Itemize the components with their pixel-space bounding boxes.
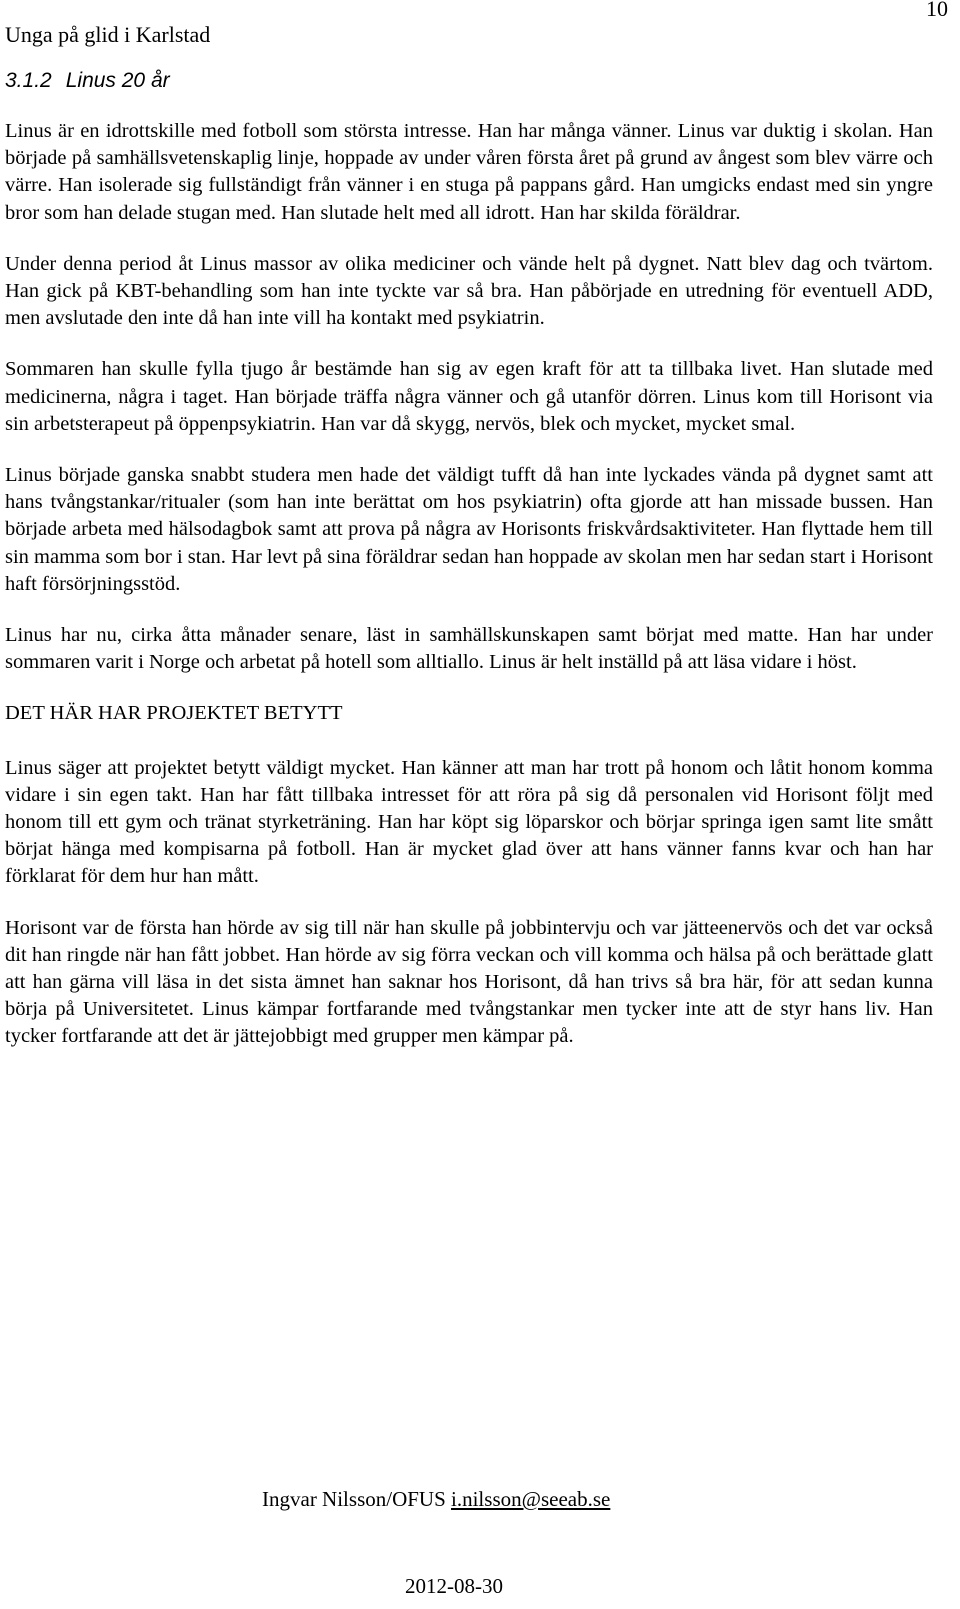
- footer-author-line: [262, 1486, 610, 1512]
- paragraph-medication-period: Under denna period åt Linus massor av olika mediciner och vände helt på dygnet. Natt blev dag och tvärtom. Han gick på KBT-behandling som han inte tyckte var så bra. Han påbörjade en utredning för eventuell ADD, men avslutade den inte då han inte vill ha kontakt med psykiatrin.: [5, 252, 933, 330]
- paragraph-horisont: Horisont var de första han hörde av sig till när han skulle på jobbintervju och var jätteenervös och det var också dit han ringde när han fått jobbet. Han hörde av sig förra veckan och vill komma och hälsa på och berättade glatt att han gärna vill läsa in det sista ämnet han saknar hos Horisont, då han trivs så bra här, för att sedan kunna börja på Universitetet. Linus kämpar fortfarande med tvångstankar men tycker inte att de styr hans liv. Han tycker fortfarande att det är jättejobbigt med grupper men kämpar på.: [5, 916, 933, 1048]
- section-title: Linus 20 år: [65, 69, 170, 92]
- body-text: [5, 118, 933, 1075]
- footer-author: Ingvar Nilsson/OFUS: [262, 1487, 446, 1511]
- footer-email-link[interactable]: i.nilsson@seeab.se: [451, 1487, 611, 1511]
- paragraph-progress: Linus har nu, cirka åtta månader senare, läst in samhällskunskapen samt börjat med matte. Han har under sommaren varit i Norge och arbetat på hotell som alltiallo. Linus är helt inställd på att läsa vidare i höst.: [5, 624, 933, 674]
- paragraph-project-impact: Linus säger att projektet betytt väldigt mycket. Han känner att man har trott på honom och låtit honom komma vidare i sin egen takt. Han har fått tillbaka intresset för att röra på sig då personalen vid Horisont följt med honom till ett gym och tränat styrketräning. Han har köpt sig löparskor och börjar springa igen samt lite smått börjat hänga med kompisarna på fotboll. Han är mycket glad över att hans vänner fanns kvar och han har förklarat för dem hur han mått.: [5, 756, 933, 888]
- section-heading: [5, 68, 170, 94]
- section-number: 3.1.2: [5, 69, 52, 92]
- document-header-title: Unga på glid i Karlstad: [5, 22, 211, 47]
- paragraph-intro: Linus är en idrottskille med fotboll som största intresse. Han har många vänner. Linus var duktig i skolan. Han började på samhällsvetenskaplig linje, hoppade av under våren första året på grund av ångest som blev värre och värre. Han isolerade sig fullständigt från vänner i en stuga på pappans gård. Han umgicks endast med sin yngre bror som han delade stugan med. Han slutade helt med all idrott. Han har skilda föräldrar.: [5, 120, 933, 224]
- subheading-project-impact: DET HÄR HAR PROJEKTET BETYTT: [5, 702, 343, 725]
- paragraph-turning-point: Sommaren han skulle fylla tjugo år bestämde han sig av egen kraft för att ta tillbaka livet. Han slutade med medicinerna, några i taget. Han började träffa några vänner och gå utanför dörren. Linus kom till Horisont via sin arbetsterapeut på öppenpsykiatrin. Han var då skygg, nervös, blek och mycket, mycket smal.: [5, 358, 933, 435]
- page-number: 10: [926, 0, 948, 21]
- paragraph-studies: Linus började ganska snabbt studera men hade det väldigt tufft då han inte lyckades vända på dygnet samt att hans tvångstankar/ritualer (som han inte berättat om hos psykiatrin) ofta gjorde att han missade bussen. Han började arbeta med hälsodagbok samt att prova på några av Horisonts friskvårdsaktiviteter. Han flyttade hem till sin mamma som bor i stan. Har levt på sina föräldrar sedan han hoppade av skolan men har sedan start i Horisont haft försörjningsstöd.: [5, 464, 933, 595]
- footer-date: 2012-08-30: [405, 1574, 503, 1598]
